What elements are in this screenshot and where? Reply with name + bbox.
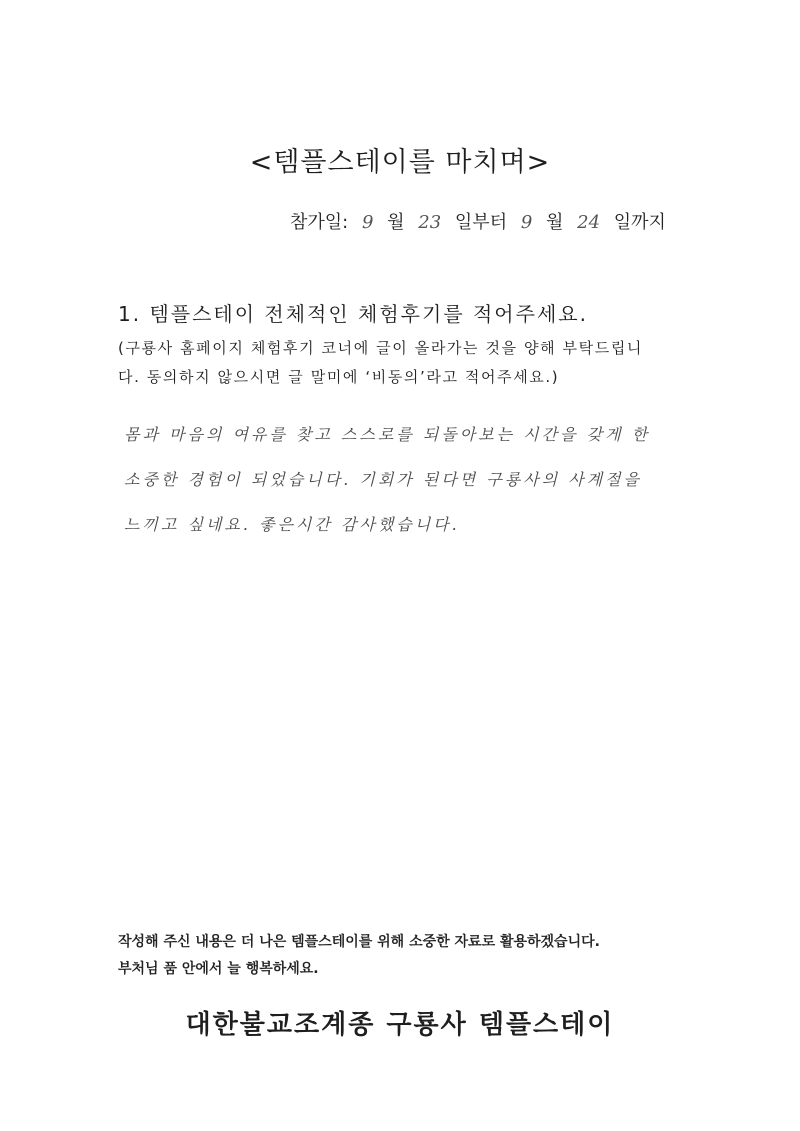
consent-note — [118, 334, 698, 392]
month-word-end: 월 — [546, 212, 564, 233]
question-heading: 1. 템플스테이 전체적인 체험후기를 적어주세요. — [118, 302, 588, 326]
from-word: 일부터 — [454, 212, 508, 233]
closing-line-1: 작성해 주신 내용은 더 나은 템플스테이를 위해 소중한 자료로 활용하겠습니다. — [118, 934, 600, 950]
handwritten-answer — [124, 412, 684, 547]
consent-note-line-2: 다. 동의하지 않으시면 글 말미에 ‘비동의’라고 적어주세요.) — [118, 368, 560, 386]
month-word-start: 월 — [387, 212, 405, 233]
start-month-value: 9 — [361, 212, 374, 233]
start-day-value: 23 — [418, 212, 442, 233]
answer-line-1: 몸과 마음의 여유를 찾고 스스로를 되돌아보는 시간을 갖게 한 — [124, 425, 651, 444]
participation-dates — [290, 208, 666, 234]
organization-name: 대한불교조계종 구룡사 템플스테이 — [185, 1010, 615, 1040]
end-day-value: 24 — [577, 212, 601, 233]
participation-label: 참가일: — [290, 212, 349, 233]
closing-message — [118, 929, 600, 983]
end-month-value: 9 — [520, 212, 533, 233]
page-title: <템플스테이를 마치며> — [249, 147, 551, 178]
consent-note-line-1: (구룡사 홈페이지 체험후기 코너에 글이 올라가는 것을 양해 부탁드립니 — [118, 339, 644, 357]
until-word: 일까지 — [613, 212, 666, 233]
answer-line-3: 느끼고 싶네요. 좋은시간 감사했습니다. — [124, 515, 460, 534]
answer-line-2: 소중한 경험이 되었습니다. 기회가 된다면 구룡사의 사계절을 — [124, 470, 643, 489]
closing-line-2: 부처님 품 안에서 늘 행복하세요. — [118, 961, 319, 977]
